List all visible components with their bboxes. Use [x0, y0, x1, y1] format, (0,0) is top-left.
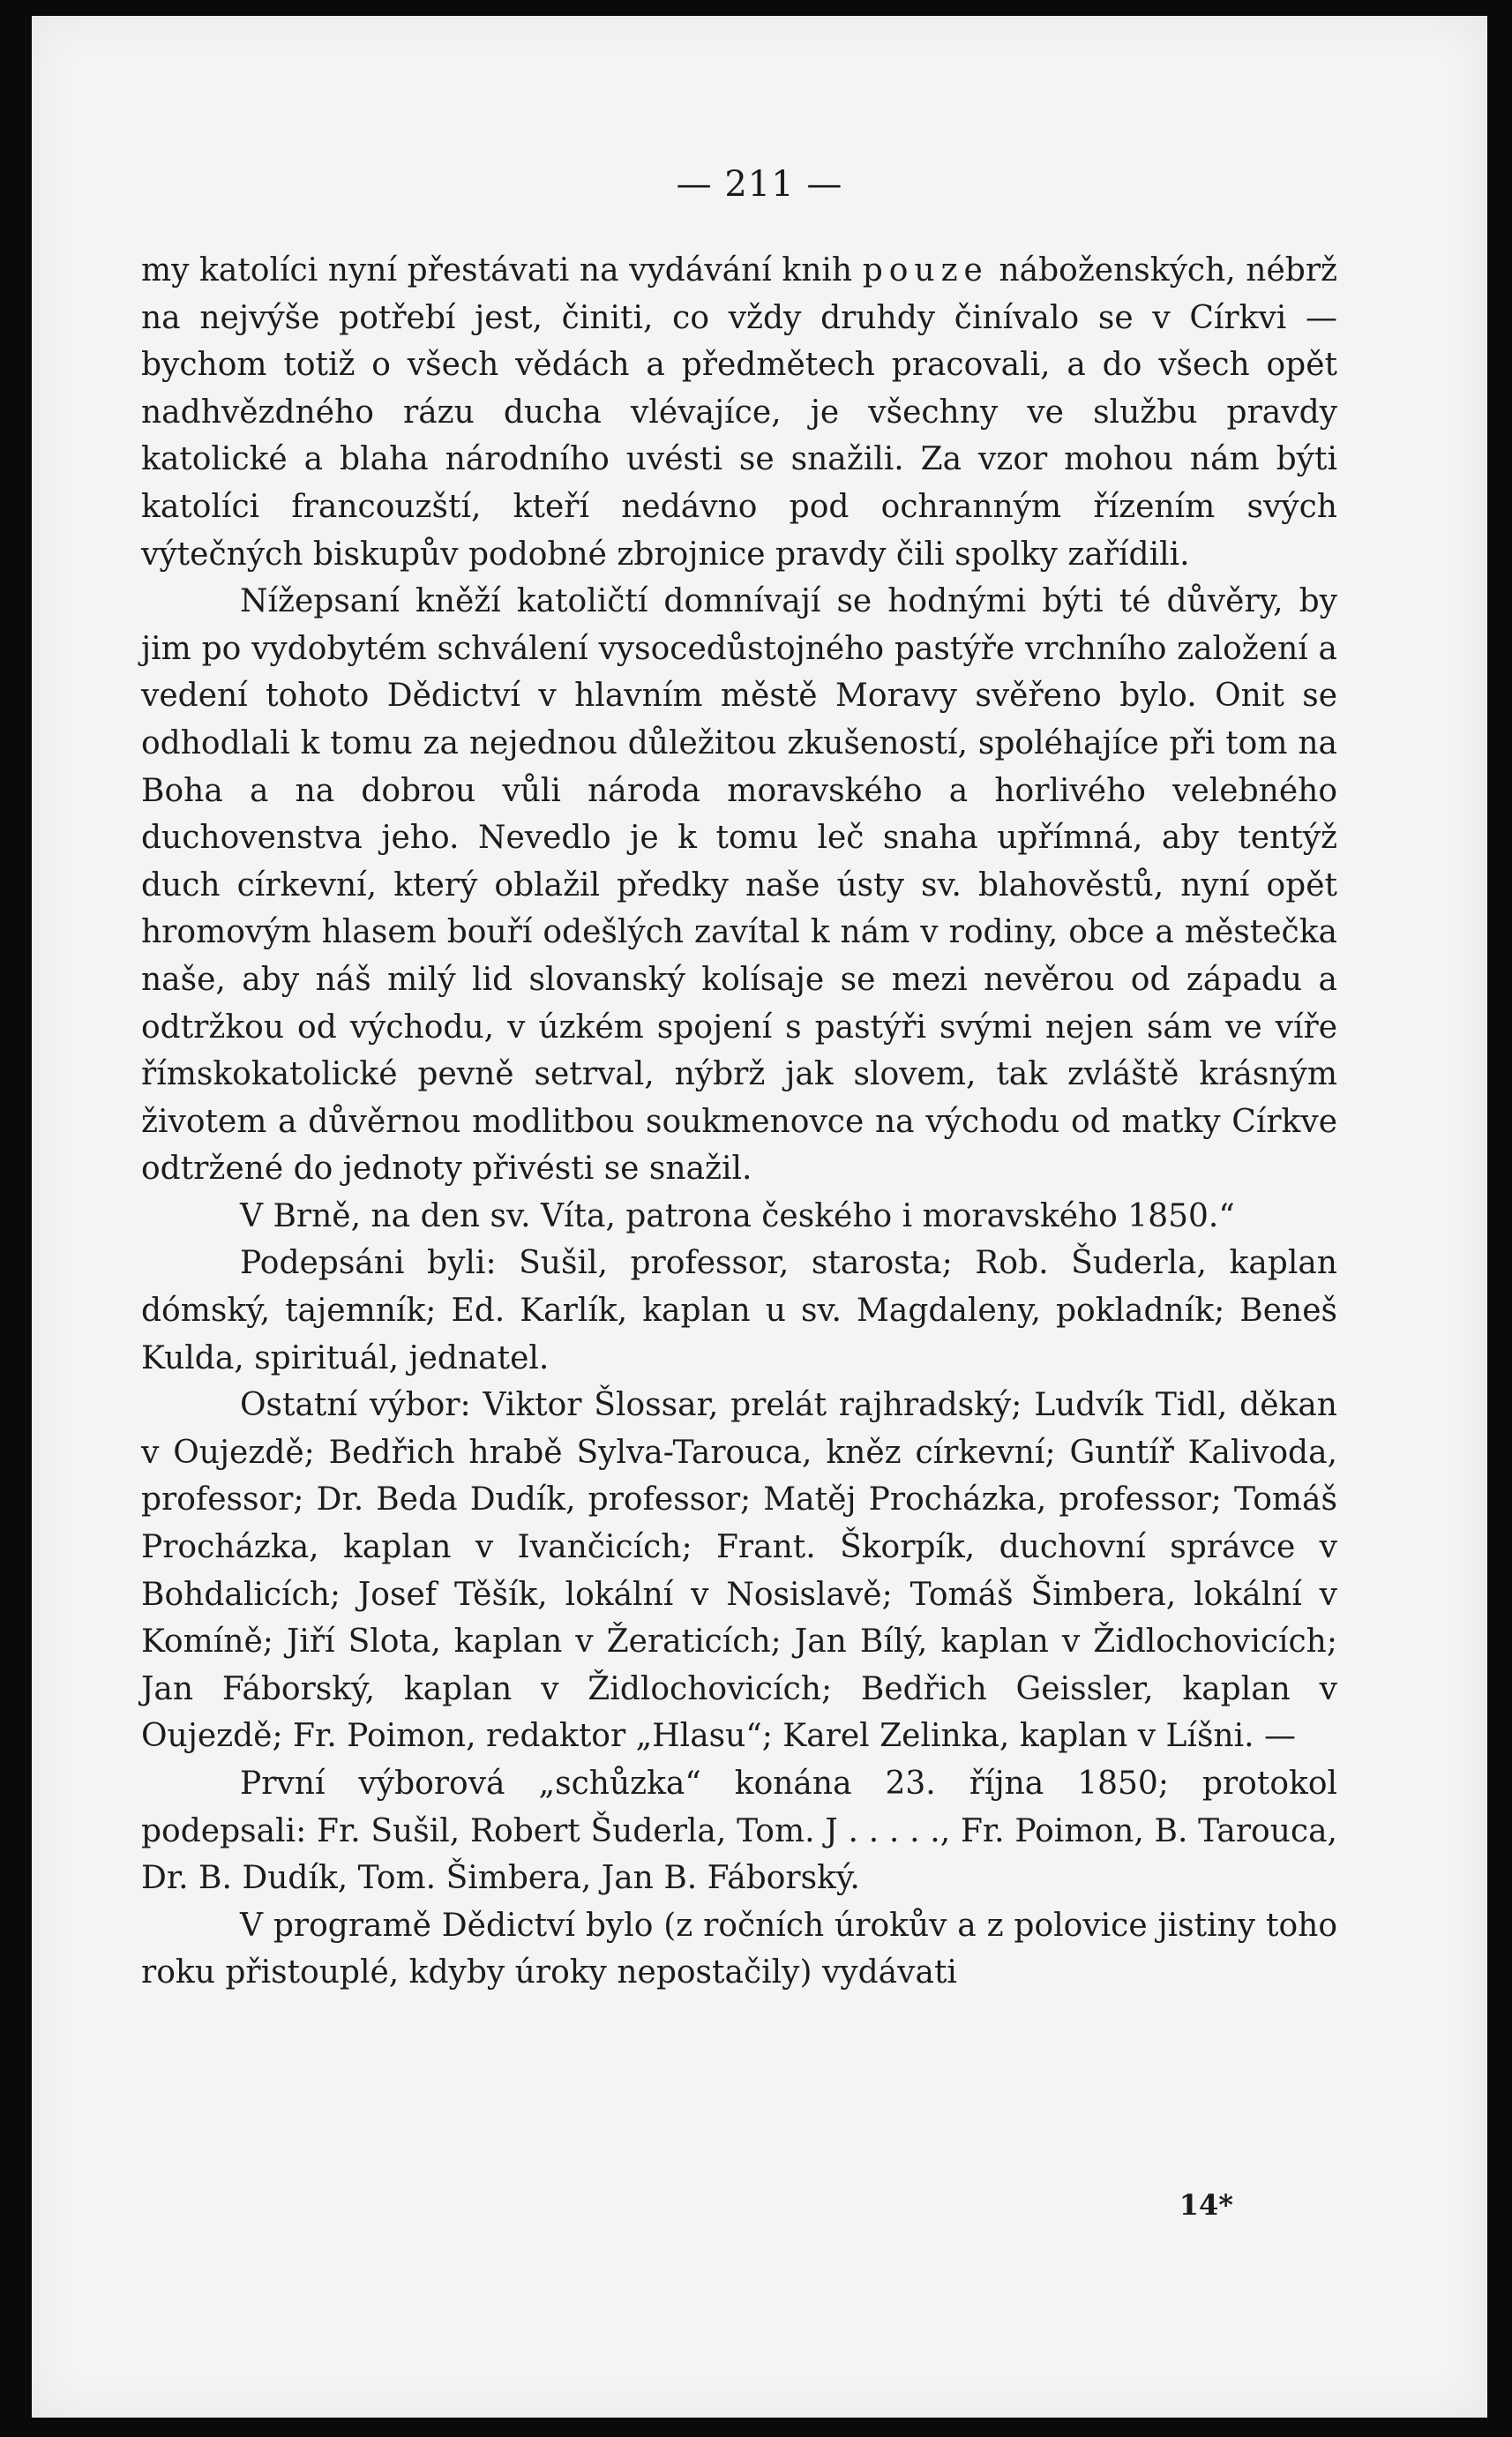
page-number-header: — 211 —: [676, 164, 843, 205]
paragraph-2: Nížepsaní kněží katoličtí domnívají se hodnými býti té důvěry, by jim po vydobytém schválení vysocedůstojného pastýře vrchního založení a vedení tohoto Dědictví v hlavním městě Moravy svěřeno bylo. Onit se odhodlali k tomu za nejednou důležitou zkušeností, spoléhajíce při tom na Boha a na dobrou vůli národa moravského a horlivého velebného duchovenstva jeho. Nevedlo je k tomu leč snaha upřímná, aby tentýž duch církevní, který oblažil předky naše ústy sv. blahověstů, nyní opět hromovým hlasem bouří odešlých zavítal k nám v rodiny, obce a městečka naše, aby náš milý lid slovanský kolísaje se mezi nevěrou od západu a odtržkou od východu, v úzkém spojení s pastýři svými nejen sám ve víře římskokatolické pevně setrval, nýbrž jak slovem, tak zvláště krásným životem a důvěrnou modlitbou soukmenovce na východu od matky Církve odtržené do jednoty přivésti se snažil.: [141, 583, 1337, 1188]
paragraph-5: Ostatní výbor: Viktor Šlossar, prelát rajhradský; Ludvík Tidl, děkan v Oujezdě; Bedřich hrabě Sylva-Tarouca, kněz církevní; Guntíř Kalivoda, professor; Dr. Beda Dudík, professor; Matěj Procházka, professor; Tomáš Procházka, kaplan v Ivančicích; Frant. Škorpík, duchovní správce v Bohdalicích; Josef Těšík, lokální v Nosislavě; Tomáš Šimbera, lokální v Komíně; Jiří Slota, kaplan v Žeraticích; Jan Bílý, kaplan v Židlochovicích; Jan Fáborský, kaplan v Židlochovicích; Bedřich Geissler, kaplan v Oujezdě; Fr. Poimon, redaktor „Hlasu“; Karel Zelinka, kaplan v Líšni. —: [141, 1387, 1337, 1755]
emphasized-word: pouze: [862, 252, 989, 289]
paragraph-4: Podepsáni byli: Sušil, professor, starosta; Rob. Šuderla, kaplan dómský, tajemník; Ed. Karlík, kaplan u sv. Magdaleny, pokladník; Beneš Kulda, spirituál, jednatel.: [141, 1245, 1337, 1376]
book-page: [32, 16, 1487, 2418]
paragraph-6: První výborová „schůzka“ konána 23. října 1850; protokol podepsali: Fr. Sušil, Robert Šuderla, Tom. J . . . . ., Fr. Poimon, B. Tarouca, Dr. B. Dudík, Tom. Šimbera, Jan B. Fáborský.: [141, 1766, 1337, 1897]
paragraph-3: V Brně, na den sv. Víta, patrona českého i moravského 1850.“: [240, 1197, 1235, 1234]
paragraph-1-end: náboženských, nébrž na nejvýše potřebí jest, činiti, co vždy druhdy činívalo se v Církvi — bychom totiž o všech vědách a předmětech pracovali, a do všech opět nadhvězdného rázu ducha vlévajíce, je všechny ve službu pravdy katolické a blaha národního uvésti se snažili. Za vzor mohou nám býti katolíci francouzští, kteří nedávno pod ochranným řízením svých výtečných biskupův podobné zbrojnice pravdy čili spolky zařídili.: [141, 252, 1337, 573]
signature-mark: 14*: [1179, 2188, 1233, 2222]
paragraph-1-start: my katolíci nyní přestávati na vydávání knih: [141, 252, 863, 289]
body-text: [141, 247, 1337, 1997]
paragraph-7: V programě Dědictví bylo (z ročních úrokův a z polovice jistiny toho roku přistouplé, kdyby úroky nepostačily) vydávati: [141, 1907, 1337, 1991]
paragraph-1: [141, 247, 1337, 578]
